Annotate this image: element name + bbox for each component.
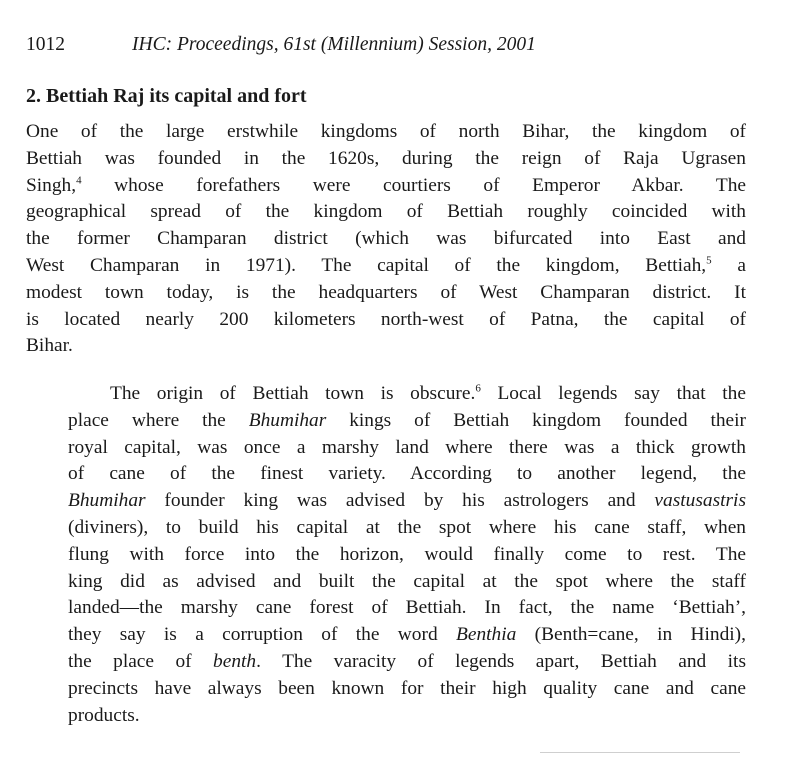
text-run: (Benth=cane, in Hindi),	[516, 624, 746, 646]
text-run: kings of Bettiah kingdom founded their	[326, 409, 746, 431]
text-run: West Champaran in 1971). The capital of the kingdom, Bettiah,	[26, 254, 707, 276]
text-run: The origin of Bettiah town is obscure.	[110, 383, 476, 404]
footnote-ref-5: 5	[706, 254, 712, 267]
text-run: the place of	[68, 650, 214, 672]
text-line: One of the large erstwhile kingdoms of north Bihar, the kingdom of	[26, 121, 746, 142]
footnote-ref-4: 4	[76, 174, 82, 187]
text-line: (diviners), to build his capital at the spot where his cane staff, when	[68, 516, 746, 538]
italic-term: benth	[213, 650, 257, 672]
text-line: Bettiah was founded in the 1620s, during the reign of Raja Ugrasen	[26, 147, 746, 169]
page-number: 1012	[26, 34, 65, 55]
italic-term: Bhumihar	[248, 409, 327, 431]
text-line: flung with force into the horizon, would finally come to rest. The	[68, 543, 746, 565]
text-line: landed—the marshy cane forest of Bettiah. In fact, the name ‘Bettiah’,	[68, 597, 746, 619]
text-run: they say is a corruption of the word	[68, 624, 456, 646]
text-line: of cane of the finest variety. According to another legend, the	[68, 463, 746, 485]
paragraph-2	[26, 381, 746, 729]
text-run: Local legends say that the	[480, 383, 746, 404]
text-line: king did as advised and built the capital at the spot where the staff	[68, 570, 746, 592]
text-line	[26, 622, 746, 649]
text-line	[26, 253, 746, 280]
running-head	[26, 33, 536, 57]
footnote-ref-6: 6	[475, 382, 481, 395]
text-run: place where the	[68, 409, 249, 431]
italic-term: Bhumihar	[68, 490, 146, 512]
text-line: modest town today, is the headquarters of West Champaran district. It	[26, 281, 746, 303]
text-line: products.	[68, 704, 140, 726]
text-line: geographical spread of the kingdom of Bettiah roughly coincided with	[26, 201, 746, 223]
text-run: Singh,	[26, 174, 77, 196]
text-run: whose forefathers were courtiers of Emperor Akbar. The	[81, 174, 746, 196]
text-line	[26, 408, 746, 435]
footnote-rule	[540, 752, 740, 753]
text-run: a	[711, 254, 746, 276]
text-line: is located nearly 200 kilometers north-west of Patna, the capital of	[26, 308, 746, 330]
text-run: founder king was advised by his astrologers and	[145, 490, 655, 512]
text-line: precincts have always been known for their high quality cane and cane	[68, 677, 746, 699]
text-line	[26, 649, 746, 676]
italic-term: Benthia	[456, 624, 517, 646]
text-run: . The varacity of legends apart, Bettiah and its	[256, 650, 746, 672]
section-heading: 2. Bettiah Raj its capital and fort	[26, 85, 307, 107]
text-line	[26, 381, 746, 408]
journal-title: IHC: Proceedings, 61st (Millennium) Session, 2001	[132, 34, 536, 55]
text-line: Bihar.	[26, 335, 73, 357]
text-line	[26, 173, 746, 200]
italic-term: vastusastris	[654, 490, 746, 512]
text-line: the former Champaran district (which was bifurcated into East and	[26, 228, 746, 250]
text-line	[26, 488, 746, 515]
text-line: royal capital, was once a marshy land where there was a thick growth	[68, 436, 746, 458]
paragraph-1	[26, 119, 746, 360]
